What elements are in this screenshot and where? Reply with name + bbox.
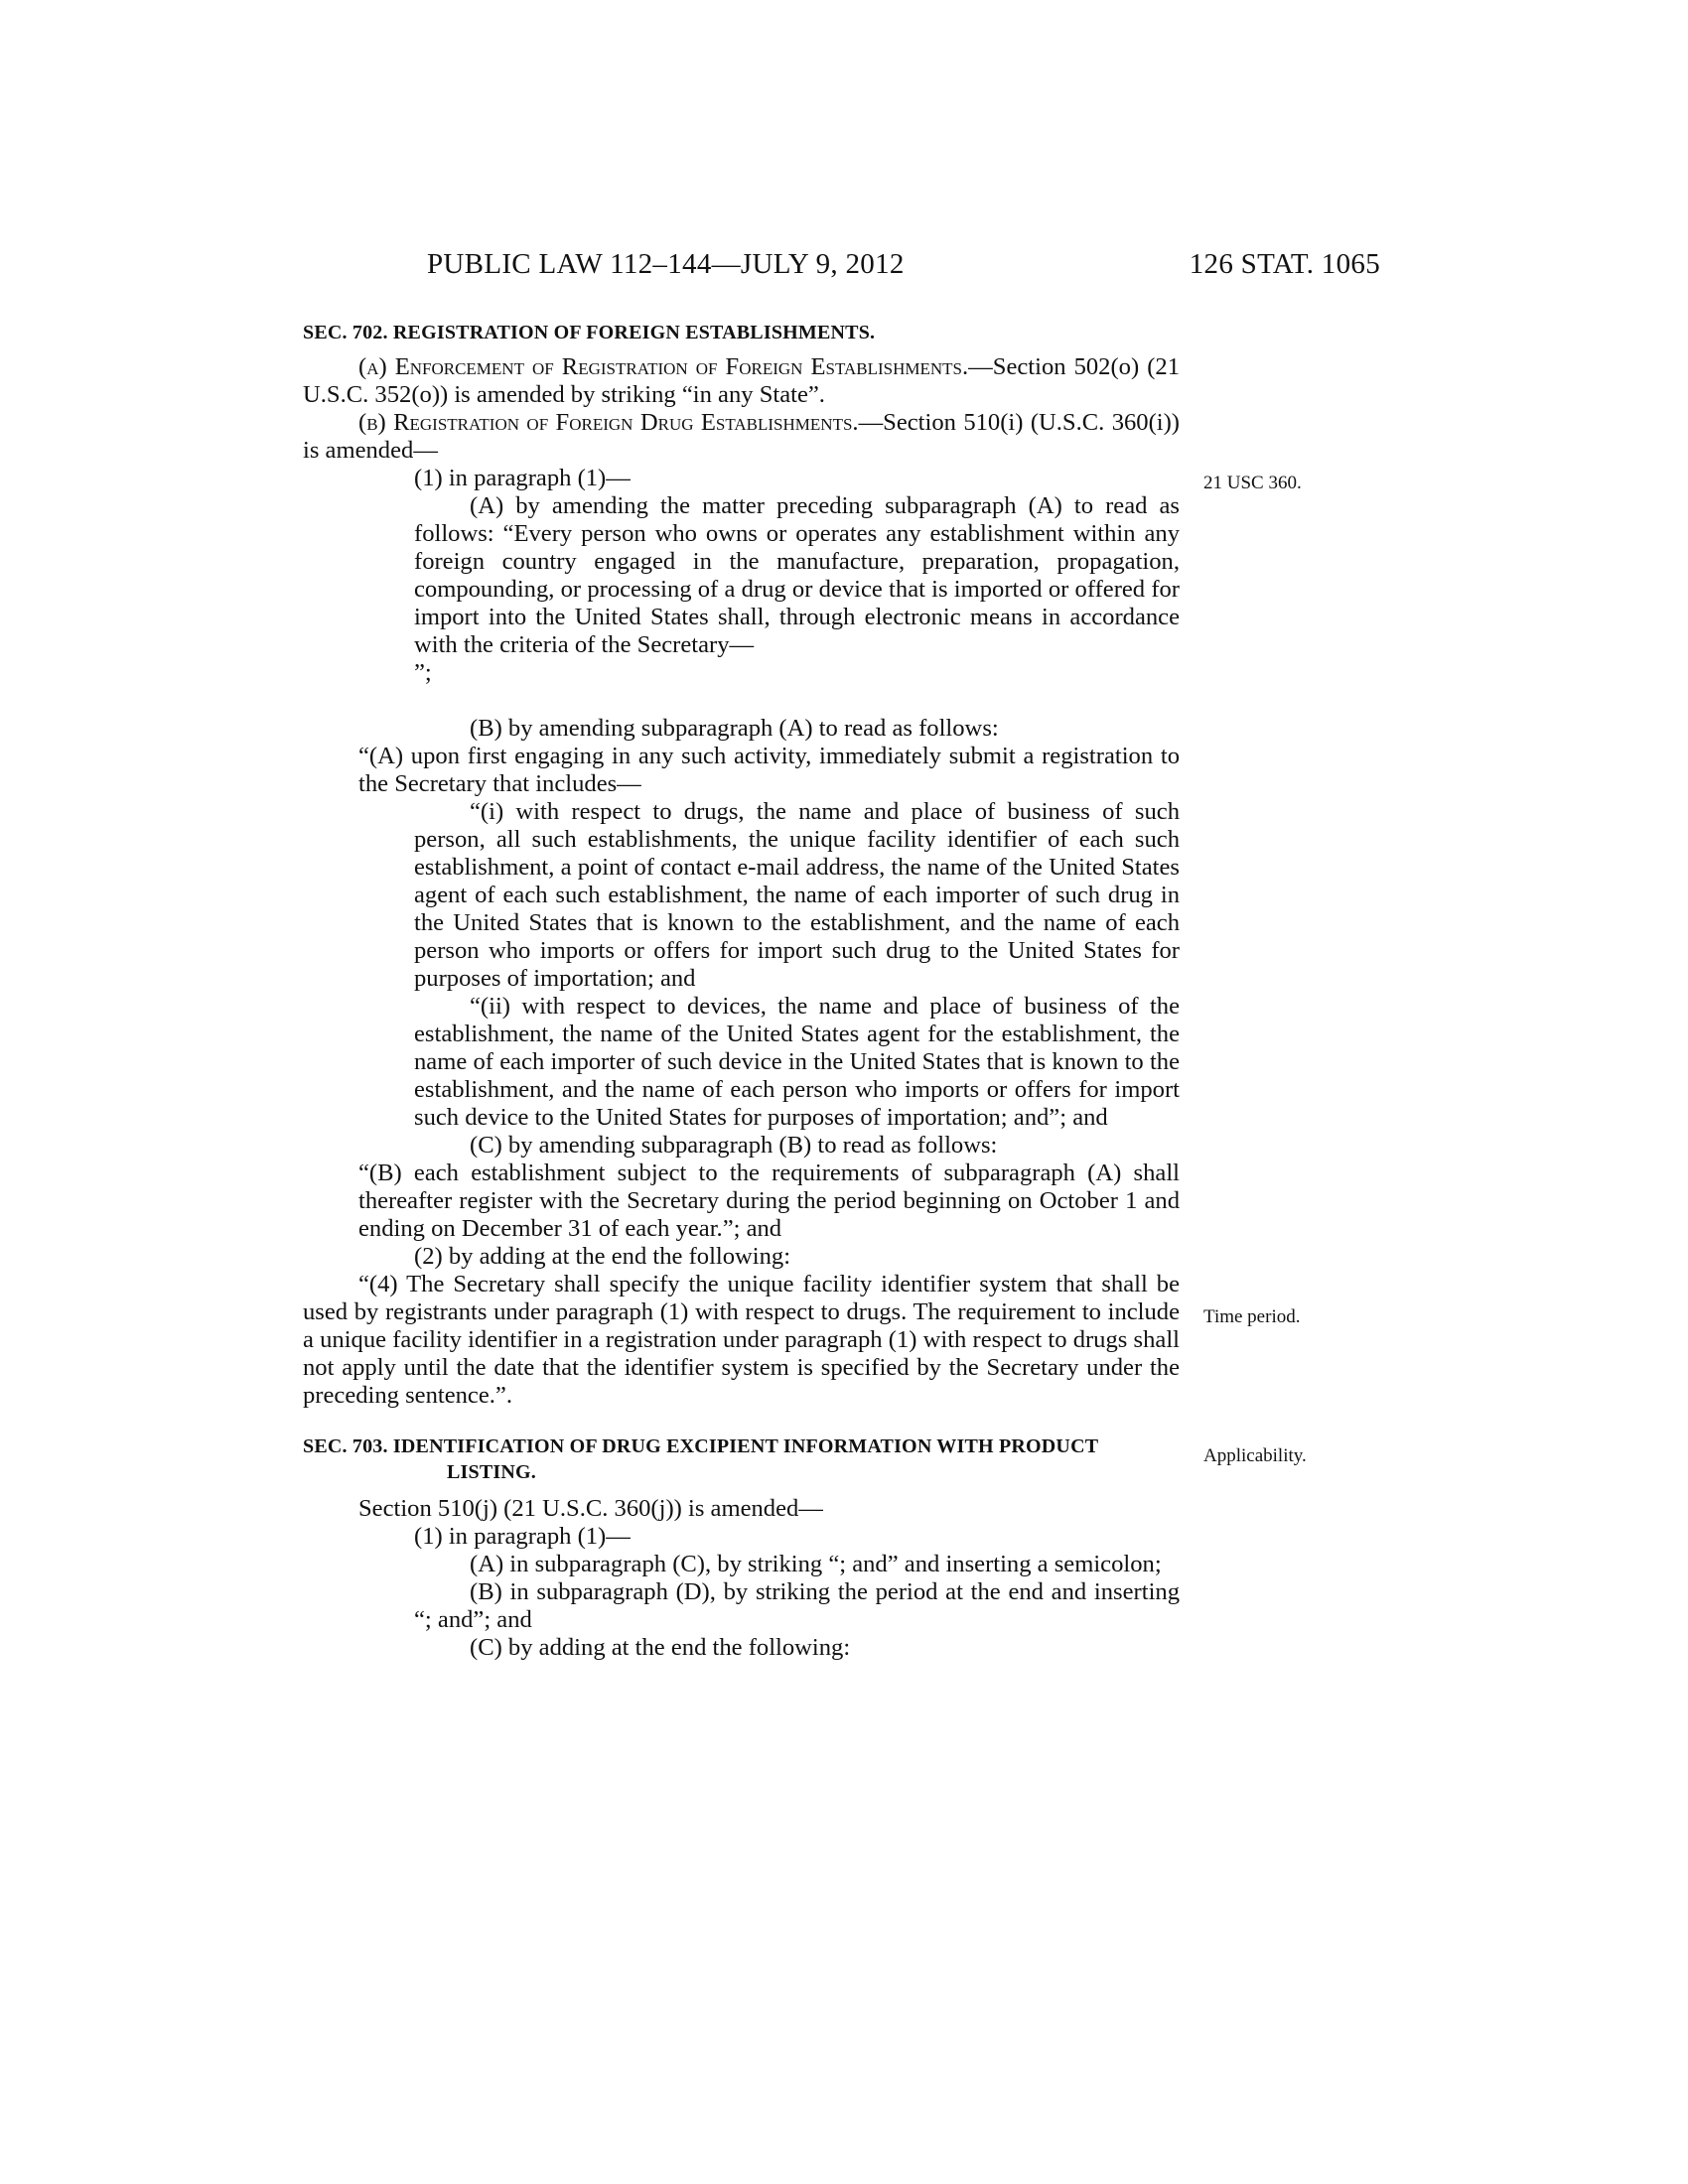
stat-page-number: 126 STAT. 1065	[1189, 248, 1380, 280]
subparagraph-C: (C) by amending subparagraph (B) to read as follows:	[470, 1132, 998, 1159]
subsection-b-label: (b) Registration of Foreign Drug Establishments.	[358, 409, 859, 436]
section-702-heading: SEC. 702. REGISTRATION OF FOREIGN ESTABLISHMENTS.	[303, 322, 876, 343]
paragraph-1: (1) in paragraph (1)—	[414, 465, 631, 491]
paragraph-2: (2) by adding at the end the following:	[414, 1243, 791, 1270]
subsection-b	[303, 409, 1180, 465]
section-703-paragraph-1: (1) in paragraph (1)—	[414, 1523, 631, 1550]
section-703-subparagraph-B: (B) in subparagraph (D), by striking the period at the end and inserting “; and”; and	[414, 1578, 1180, 1633]
subsection-a	[303, 353, 1180, 409]
subparagraph-A: (A) by amending the matter preceding subparagraph (A) to read as follows: “Every person who owns or operates any establishment within any foreign country engaged in the manufacture, preparation, propagation, compounding, or processing of a drug or device that is imported or offered for import into the United States shall, through electronic means in accordance with the criteria of the Secretary—	[414, 492, 1180, 658]
section-703-subparagraph-C: (C) by adding at the end the following:	[470, 1634, 851, 1661]
subparagraph-C-quote: “(B) each establishment subject to the requirements of subparagraph (A) shall thereafter register with the Secretary during the period beginning on October 1 and ending on December 31 of each year.”; and	[358, 1160, 1180, 1242]
subsection-a-text: —Section 502(o) (21 U.S.C. 352(o)) is amended by striking “in any State”.	[303, 353, 1180, 408]
paragraph-4-quote: “(4) The Secretary shall specify the unique facility identifier system that shall be used by registrants under paragraph (1) with respect to drugs. The requirement to include a unique facility identifier in a registration under paragraph (1) with respect to drugs shall not apply until the date that the identifier system is specified by the Secretary under the preceding sentence.”.	[303, 1271, 1180, 1409]
body-text	[303, 320, 1180, 1662]
margin-note-usc: 21 USC 360.	[1203, 473, 1302, 493]
subparagraph-B: (B) by amending subparagraph (A) to read as follows:	[470, 715, 999, 742]
margin-note-time-period: Time period.	[1203, 1306, 1301, 1327]
public-law-title: PUBLIC LAW 112–144—JULY 9, 2012	[427, 248, 905, 280]
section-703-heading: SEC. 703. IDENTIFICATION OF DRUG EXCIPIENT INFORMATION WITH PRODUCT LISTING.	[303, 1435, 1098, 1483]
margin-note-applicability: Applicability.	[1203, 1445, 1307, 1466]
subparagraph-B-quote: “(A) upon first engaging in any such activity, immediately submit a registration to the Secretary that includes—	[358, 743, 1180, 797]
subparagraph-A-close: ”;	[414, 659, 432, 686]
subsection-a-label: (a) Enforcement of Registration of Foreign Establishments.	[358, 353, 969, 380]
running-head	[303, 248, 1380, 288]
subsection-b-text: —Section 510(i) (U.S.C. 360(i)) is amended—	[303, 409, 1181, 464]
section-703-intro: Section 510(j) (21 U.S.C. 360(j)) is amended—	[358, 1495, 823, 1522]
section-703-subparagraph-A: (A) in subparagraph (C), by striking “; and” and inserting a semicolon;	[470, 1551, 1162, 1577]
clause-i: “(i) with respect to drugs, the name and place of business of such person, all such establishments, the unique facility identifier of each such establishment, a point of contact e-mail address, the name of the United States agent of each such establishment, the name of each importer of such drug in the United States that is known to the establishment, and the name of each person who imports or offers for import such drug to the United States for purposes of importation; and	[414, 798, 1180, 992]
clause-ii: “(ii) with respect to devices, the name and place of business of the establishment, the name of the United States agent for the establishment, the name of each importer of such device in the United States that is known to the establishment, and the name of each person who imports or offers for import such device to the United States for purposes of importation; and”; and	[414, 993, 1180, 1131]
